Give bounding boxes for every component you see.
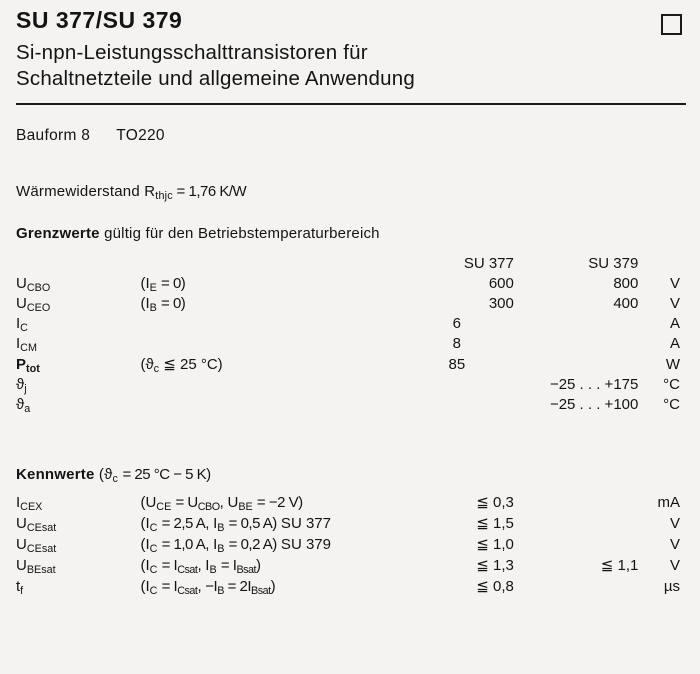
page-subtitle-line2: Schaltnetzteile und allgemeine Anwendung — [16, 67, 415, 91]
characteristics-value-su379: ≦ 1,1 — [600, 556, 639, 574]
table-row — [16, 394, 684, 414]
limits-value-su379 — [514, 353, 638, 374]
table-row — [16, 293, 684, 313]
characteristics-condition: ($I_C = 1,0$ A, $I_B = 0,2$ A) SU 379 — [140, 535, 331, 555]
limits-value-su377 — [400, 394, 514, 414]
limits-unit: A — [669, 314, 680, 332]
characteristics-unit: µs — [663, 577, 680, 595]
limits-header-su379: SU 379 — [588, 254, 639, 272]
table-row — [16, 491, 684, 512]
characteristics-symbol: $I_{CEX}$ — [16, 493, 43, 513]
characteristics-unit: V — [669, 514, 680, 532]
limits-symbol: $U_{CBO}$ — [16, 274, 51, 294]
limits-symbol: $ϑ_a$ — [16, 395, 31, 415]
characteristics-condition: ($I_C = I_{Csat}$, $-I_B = 2I_{Bsat}$) — [140, 577, 276, 597]
characteristics-value-su377: ≦ 1,3 — [476, 556, 514, 574]
limits-table — [16, 253, 684, 414]
table-row — [16, 273, 684, 293]
table-row — [16, 533, 684, 554]
limits-unit: V — [669, 294, 680, 312]
limits-value-su379: 800 — [613, 274, 639, 292]
page-body — [0, 127, 700, 596]
table-row — [16, 353, 684, 374]
limits-condition — [140, 374, 399, 394]
characteristics-heading — [16, 466, 684, 486]
table-row — [16, 575, 684, 596]
limits-value-su377: 85 — [448, 355, 466, 373]
characteristics-unit: V — [669, 535, 680, 553]
characteristics-condition: ($I_C = I_{Csat}$, $I_B = I_{Bsat}$) — [140, 556, 261, 576]
limits-header-unit — [638, 253, 684, 273]
characteristics-heading-bold: Kennwerte — [16, 466, 95, 484]
table-row — [16, 374, 684, 394]
limits-condition — [140, 394, 399, 414]
limits-value-su379 — [514, 333, 638, 353]
limits-condition — [140, 333, 399, 353]
characteristics-unit: V — [669, 556, 680, 574]
limits-value-su377 — [400, 374, 514, 394]
limits-symbol: $U_{CEO}$ — [16, 294, 51, 314]
characteristics-value-su379 — [514, 491, 638, 512]
limits-value-su379: −25 . . . +100 — [549, 395, 639, 413]
characteristics-value-su377: ≦ 1,0 — [476, 535, 514, 553]
characteristics-symbol: $U_{CEsat}$ — [16, 535, 57, 555]
characteristics-table — [16, 491, 684, 596]
thermal-resistance-label: Wärmewiderstand R — [16, 183, 156, 201]
characteristics-unit: mA — [657, 493, 680, 511]
limits-unit: V — [669, 274, 680, 292]
characteristics-value-su379 — [514, 533, 638, 554]
limits-header-row — [16, 253, 684, 273]
limits-condition: $(I_E = 0)$ — [140, 274, 186, 294]
page-header — [0, 0, 700, 92]
table-row — [16, 313, 684, 333]
characteristics-condition: ($I_C = 2,5$ A, $I_B = 0,5$ A) SU 377 — [140, 514, 331, 534]
table-row — [16, 512, 684, 533]
package-label: Bauform 8 — [16, 127, 91, 145]
limits-condition — [140, 313, 399, 333]
characteristics-value-su377: ≦ 0,3 — [476, 493, 514, 511]
limits-unit: °C — [663, 375, 680, 393]
limits-unit: W — [665, 355, 680, 373]
limits-unit: °C — [663, 395, 680, 413]
header-divider — [16, 103, 686, 105]
limits-symbol: $I_{CM}$ — [16, 334, 37, 354]
characteristics-symbol: $U_{BEsat}$ — [16, 556, 56, 576]
characteristics-value-su379 — [514, 512, 638, 533]
limits-header-su377: SU 377 — [463, 254, 514, 272]
thermal-resistance-value: = 1,76 K/W — [172, 183, 247, 201]
limits-condition: ($ϑ_c$ ≦ 25 °C) — [140, 355, 223, 375]
limits-header-symbol — [16, 253, 140, 273]
thermal-resistance-row — [16, 183, 684, 203]
limits-heading-rest: gültig für den Betriebstemperaturbereich — [99, 225, 380, 243]
limits-header-condition — [140, 253, 399, 273]
limits-condition: $(I_B = 0)$ — [140, 294, 186, 314]
limits-value-su379: 400 — [613, 294, 639, 312]
title-row — [16, 8, 684, 35]
limits-symbol: $ϑ_j$ — [16, 375, 27, 395]
page-subtitle — [16, 40, 684, 92]
package-value: TO220 — [116, 127, 165, 145]
limits-value-su377: 8 — [452, 334, 461, 352]
table-row — [16, 554, 684, 575]
characteristics-heading-rest: ($ϑ_c = 25$ °C − 5 K) — [94, 466, 211, 486]
limits-value-su377: 6 — [452, 314, 461, 332]
package-row — [16, 127, 684, 145]
limits-value-su379 — [514, 313, 638, 333]
characteristics-condition: ($U_{CE} = U_{CBO}$, $U_{BE} = -2$ V) — [140, 493, 303, 513]
limits-heading — [16, 225, 684, 242]
square-outline-icon — [661, 14, 682, 35]
limits-value-su379: −25 . . . +175 — [549, 375, 639, 393]
table-row — [16, 333, 684, 353]
characteristics-value-su379 — [514, 575, 638, 596]
characteristics-value-su377: ≦ 0,8 — [476, 577, 514, 595]
characteristics-value-su377: ≦ 1,5 — [476, 514, 514, 532]
limits-symbol: $I_C$ — [16, 314, 28, 334]
page-subtitle-line1: Si-npn-Leistungsschalttransistoren für — [16, 41, 368, 64]
limits-unit: A — [669, 334, 680, 352]
characteristics-symbol: $t_f$ — [16, 577, 24, 597]
characteristics-symbol: $U_{CEsat}$ — [16, 514, 57, 534]
limits-value-su377: 600 — [488, 274, 514, 292]
limits-value-su377: 300 — [488, 294, 514, 312]
page-title: SU 377/SU 379 — [16, 7, 183, 33]
thermal-resistance-subscript: thjc — [155, 190, 173, 203]
limits-symbol: $P_{tot}$ — [16, 355, 40, 375]
limits-heading-bold: Grenzwerte — [16, 225, 100, 243]
